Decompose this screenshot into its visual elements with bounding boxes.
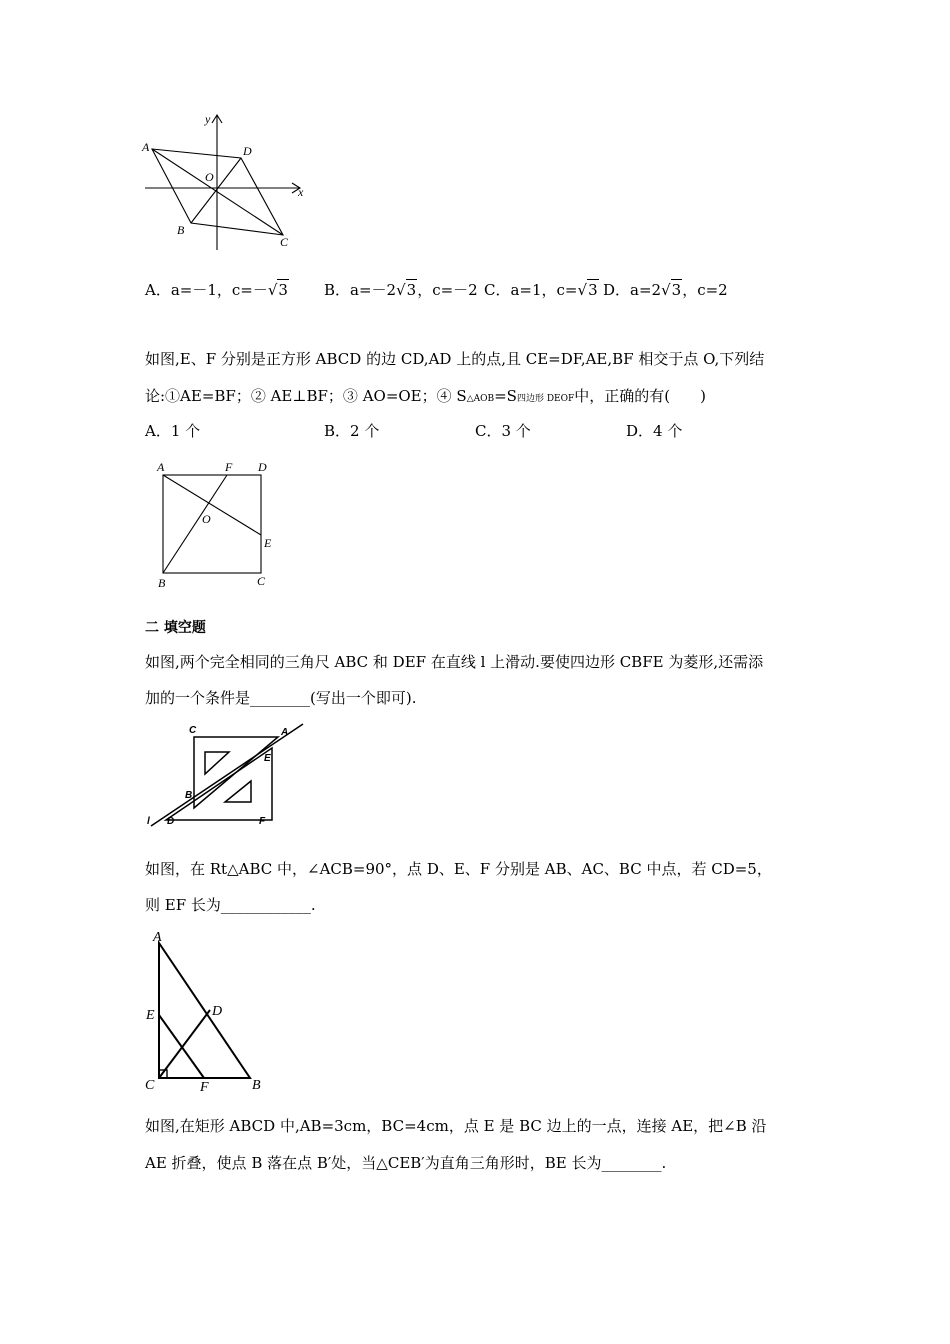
q1-option-d: D．a=2√3，c=2 [603,281,728,299]
sqrt-icon: √3 [661,281,682,299]
triangle-abc [159,943,250,1078]
q4-line1: 如图，在 Rt△ABC 中，∠ACB=90°，点 D、E、F 分别是 AB、AC、BC 中点，若 CD=5， [145,860,772,878]
label-l: l [147,816,150,827]
q2-option-a: A．1 个 [145,422,201,440]
label-b: B [252,1078,261,1093]
label-c: C [145,1078,155,1093]
label-b: B [177,223,185,237]
label-o: O [205,170,214,184]
q2-option-b: B．2 个 [324,422,380,440]
label-e: E [264,753,271,764]
q1-option-a: A．a=－1，c=－√3 [145,281,288,299]
label-b: B [158,576,166,590]
q2-option-d: D．4 个 [626,422,683,440]
diagonal-bd [191,158,241,223]
segment-cd [159,1010,210,1078]
q1-figure [135,105,315,255]
label-f: F [225,460,233,474]
label-a: A [153,930,162,945]
sqrt-icon: √3 [577,281,598,299]
sqrt-icon: √3 [396,281,417,299]
q4-figure [140,925,270,1095]
label-y: y [205,112,211,126]
triangle-abc-inner [205,752,229,774]
q2-line2: 论:①AE=BF；② AE⊥BF；③ AO=OE；④ S△AOB=S四边形 DEOF中，正确的有( ) [145,387,706,405]
label-a: A [157,460,165,474]
label-x: x [298,185,304,199]
q5-line2: AE 折叠，使点 B 落在点 B′处，当△CEB′为直角三角形时，BE 长为________. [145,1154,667,1172]
label-o: O [202,512,211,526]
section-title: 二 填空题 [145,620,206,636]
q1-option-b: B．a=－2√3，c=－2 [324,281,478,299]
sqrt-icon: √3 [267,281,288,299]
square-abcd [163,475,261,573]
label-a: A [142,140,150,154]
label-f: F [200,1080,209,1095]
q3-figure [143,720,313,830]
label-e: E [146,1008,155,1023]
q1-option-c: C．a=1，c=√3 [484,281,598,299]
label-c: C [280,235,289,249]
label-d: D [258,460,267,474]
label-d: D [167,816,175,827]
label-b: B [185,790,193,801]
label-d: D [243,144,252,158]
q5-line1: 如图,在矩形 ABCD 中,AB=3cm，BC=4cm，点 E 是 BC 边上的一点，连接 AE，把∠B 沿 [145,1117,767,1135]
q2-figure [150,455,285,590]
segment-bf [163,475,227,573]
triangle-def-inner [225,781,251,802]
triangle-def [166,748,272,820]
q4-line2: 则 EF 长为____________. [145,896,316,914]
label-e: E [264,536,272,550]
label-c: C [257,574,266,588]
q3-line1: 如图,两个完全相同的三角尺 ABC 和 DEF 在直线 l 上滑动.要使四边形 CBFE 为菱形,还需添 [145,653,764,671]
line-l [151,724,303,826]
label-a: A [281,727,289,738]
q3-line2: 加的一个条件是________(写出一个即可). [145,689,417,707]
q2-line1: 如图,E、F 分别是正方形 ABCD 的边 CD,AD 上的点,且 CE=DF,AE,BF 相交于点 O,下列结 [145,350,765,368]
q2-option-c: C．3 个 [475,422,531,440]
label-c: C [189,725,197,736]
label-d: D [212,1004,223,1019]
segment-ae [163,475,261,535]
label-f: F [259,816,266,827]
